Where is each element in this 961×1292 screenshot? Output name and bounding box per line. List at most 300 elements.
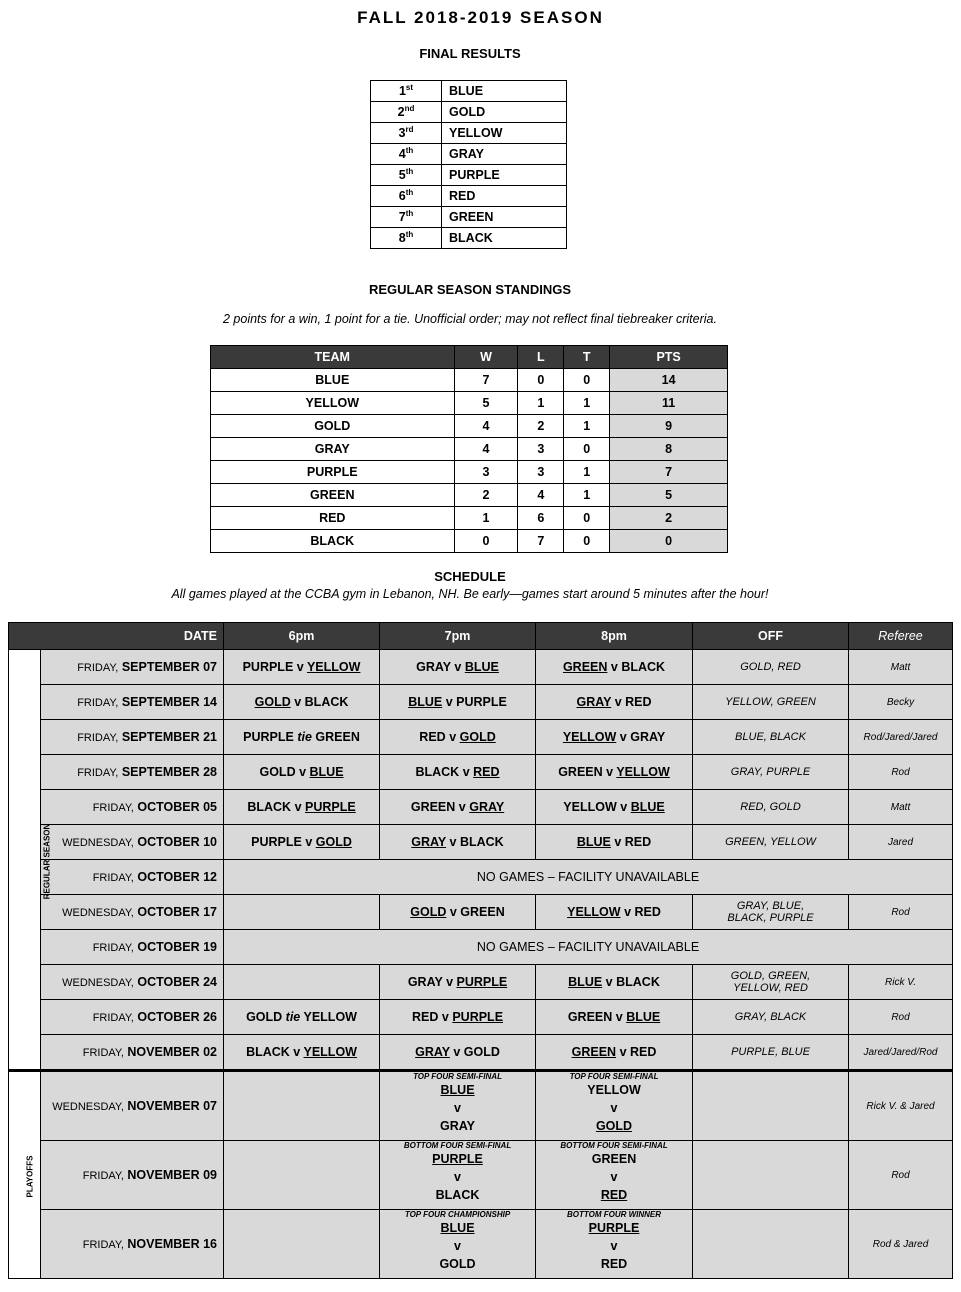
game-cell [380, 720, 536, 755]
team-b-name: RED [600, 1188, 628, 1202]
game-cell [536, 895, 693, 930]
off-teams-cell [693, 965, 849, 1000]
section-label: REGULAR SEASON [42, 823, 52, 899]
game-cell [224, 1210, 380, 1279]
standings-heading: REGULAR SEASON STANDINGS [369, 282, 571, 297]
standings-cell: GREEN [211, 484, 455, 507]
section-label: PLAYOFFS [25, 1155, 35, 1198]
schedule-table [8, 622, 953, 1279]
day-of-week: FRIDAY, [92, 1012, 134, 1024]
standings-cell: 7 [518, 530, 564, 553]
off-teams-cell [693, 895, 849, 930]
standings-cell: 7 [454, 369, 518, 392]
game-date: NOVEMBER 16 [127, 1237, 218, 1251]
header-6pm: 6pm [224, 623, 380, 650]
game-cell [224, 825, 380, 860]
place-number: 1 [398, 84, 406, 99]
place-suffix: th [405, 230, 414, 240]
versus-label: v [445, 695, 453, 709]
game-date: SEPTEMBER 07 [121, 660, 218, 674]
versus-label: v [619, 730, 627, 744]
schedule-row [9, 895, 953, 930]
off-teams: BLUE, BLACK [735, 731, 806, 743]
place-number: 2 [397, 105, 405, 120]
team-a-name: PURPLE [588, 1221, 640, 1235]
game-cell [380, 685, 536, 720]
place-cell [371, 102, 442, 123]
place-cell [371, 186, 442, 207]
schedule-note: All games played at the CCBA gym in Lebanon, NH. Be early—games start around 5 minutes after the hour! [171, 587, 769, 601]
place-number: 4 [398, 147, 406, 162]
off-teams: RED, GOLD [740, 801, 801, 813]
team-cell: PURPLE [442, 165, 567, 186]
team-a-name: BLUE [440, 1221, 475, 1235]
standings-cell: BLUE [211, 369, 455, 392]
team-b [536, 1117, 692, 1135]
game-date: NOVEMBER 02 [127, 1045, 218, 1059]
standings-cell: 9 [610, 415, 728, 438]
standings-cell: 0 [518, 369, 564, 392]
team-cell: GOLD [442, 102, 567, 123]
team-b: GREEN [460, 905, 505, 919]
playoff-game-cell [536, 1071, 693, 1141]
standings-row [211, 369, 728, 392]
team-b: BLUE [630, 800, 665, 814]
team-b: PURPLE [456, 695, 507, 709]
versus-label: v [619, 1045, 627, 1059]
place-suffix: rd [405, 125, 414, 135]
day-of-week: FRIDAY, [77, 697, 119, 709]
team-a: RED [412, 1010, 439, 1024]
team-b: BLUE [464, 660, 499, 674]
off-teams-cell [693, 1000, 849, 1035]
day-of-week: FRIDAY, [77, 732, 119, 744]
day-of-week: FRIDAY, [82, 1170, 124, 1182]
team-b: BLUE [309, 765, 344, 779]
game-date: NOVEMBER 09 [127, 1168, 218, 1182]
place-cell [371, 228, 442, 249]
referee-cell: Rod [849, 1000, 953, 1035]
referee-cell: Rod [849, 755, 953, 790]
versus-label: v [446, 975, 454, 989]
referee-cell: Becky [849, 685, 953, 720]
versus-label: v [293, 1045, 301, 1059]
team-b: BLACK [621, 660, 666, 674]
date-cell [41, 825, 224, 860]
game-cell [536, 965, 693, 1000]
game-cell [536, 685, 693, 720]
team-b: PURPLE [452, 1010, 504, 1024]
team-cell: BLACK [442, 228, 567, 249]
standings-row [211, 438, 728, 461]
team-b-name: GRAY [440, 1119, 475, 1133]
off-teams: GOLD, RED [740, 661, 801, 673]
team-a: GREEN [567, 1010, 613, 1024]
schedule-row [9, 720, 953, 755]
standings-cell: 1 [454, 507, 518, 530]
team-cell: YELLOW [442, 123, 567, 144]
team-a: PURPLE [243, 730, 294, 744]
referee-cell: Jared/Jared/Rod [849, 1035, 953, 1071]
game-cell [380, 895, 536, 930]
standings-cell: 4 [518, 484, 564, 507]
date-cell [41, 860, 224, 895]
standings-cell: 3 [518, 461, 564, 484]
team-a: BLUE [568, 975, 603, 989]
standings-cell: 1 [564, 392, 610, 415]
date-cell [41, 1141, 224, 1210]
team-a: BLUE [576, 835, 611, 849]
place-cell [371, 123, 442, 144]
standings-cell: 0 [564, 507, 610, 530]
team-a: BLUE [408, 695, 443, 709]
standings-cell: 8 [610, 438, 728, 461]
playoff-game-cell [380, 1141, 536, 1210]
standings-cell: 11 [610, 392, 728, 415]
game-date: SEPTEMBER 21 [121, 730, 218, 744]
standings-cell: 0 [454, 530, 518, 553]
standings-note: 2 points for a win, 1 point for a tie. Unofficial order; may not reflect final tiebreaker criteria. [223, 312, 717, 326]
date-cell [41, 1035, 224, 1071]
schedule-row [9, 650, 953, 685]
game-date: SEPTEMBER 14 [121, 695, 218, 709]
team-cell: BLUE [442, 81, 567, 102]
versus-label: tie [297, 730, 312, 744]
game-cell [224, 685, 380, 720]
team-a: GREEN [571, 1045, 617, 1059]
place-suffix: th [405, 209, 414, 219]
versus-label: v [454, 1170, 461, 1184]
game-cell [536, 790, 693, 825]
versus-label: v [610, 1101, 618, 1115]
playoffs-label [9, 1071, 41, 1279]
team-cell: GRAY [442, 144, 567, 165]
date-cell [41, 650, 224, 685]
team-a [380, 1219, 535, 1237]
playoff-game-cell [536, 1210, 693, 1279]
referee-cell: Rod/Jared/Jared [849, 720, 953, 755]
team-a: GRAY [415, 1045, 450, 1059]
game-cell [224, 650, 380, 685]
team-a: PURPLE [242, 660, 294, 674]
off-teams-cell [693, 650, 849, 685]
team-b: RED [634, 905, 661, 919]
game-date: OCTOBER 19 [137, 940, 218, 954]
team-b: RED [624, 835, 652, 849]
team-b [380, 1117, 535, 1135]
standings-header: L [518, 346, 564, 369]
team-b [380, 1255, 535, 1273]
date-cell [41, 1071, 224, 1141]
game-cell [224, 1035, 380, 1071]
schedule-row [9, 930, 953, 965]
day-of-week: FRIDAY, [92, 872, 134, 884]
standings-cell: 14 [610, 369, 728, 392]
off-teams-cell [693, 1071, 849, 1141]
game-cell [536, 755, 693, 790]
team-a-name: BLUE [440, 1083, 475, 1097]
team-a-name: YELLOW [587, 1083, 641, 1097]
game-cell [536, 825, 693, 860]
team-b: GRAY [469, 800, 505, 814]
team-b: BLACK [304, 695, 349, 709]
schedule-row [9, 755, 953, 790]
game-cell [224, 1071, 380, 1141]
date-cell [41, 930, 224, 965]
date-cell [41, 895, 224, 930]
date-cell [41, 685, 224, 720]
team-a: PURPLE [251, 835, 302, 849]
off-teams: YELLOW, GREEN [725, 696, 816, 708]
game-date: NOVEMBER 07 [127, 1099, 218, 1113]
team-a [536, 1219, 692, 1237]
game-cell [224, 790, 380, 825]
game-cell [380, 965, 536, 1000]
team-a-name: GREEN [591, 1152, 637, 1166]
versus-label: v [305, 835, 313, 849]
team-a: GRAY [576, 695, 612, 709]
playoff-row [9, 1210, 953, 1279]
team-b: YELLOW [303, 1045, 357, 1059]
standings-cell: 5 [454, 392, 518, 415]
playoff-game-cell [380, 1210, 536, 1279]
off-teams-cell [693, 790, 849, 825]
final-results-row [371, 228, 567, 249]
final-results-row [371, 165, 567, 186]
place-number: 8 [398, 231, 406, 246]
versus-label: v [610, 1170, 618, 1184]
standings-header: W [454, 346, 518, 369]
versus-label: v [294, 800, 302, 814]
place-suffix: th [405, 146, 414, 156]
referee-cell: Rod [849, 895, 953, 930]
referee-cell: Rick V. & Jared [849, 1071, 953, 1141]
off-teams-cell [693, 1141, 849, 1210]
standings-cell: 4 [454, 415, 518, 438]
off-teams: PURPLE, BLUE [731, 1046, 810, 1058]
team-b [380, 1186, 535, 1204]
playoff-row [9, 1141, 953, 1210]
versus-label: v [296, 660, 304, 674]
day-of-week: FRIDAY, [92, 942, 134, 954]
standings-cell: BLACK [211, 530, 455, 553]
game-date: OCTOBER 10 [137, 835, 218, 849]
standings-header: T [564, 346, 610, 369]
game-date: OCTOBER 26 [137, 1010, 218, 1024]
team-b: BLACK [616, 975, 660, 989]
playoff-round-label: BOTTOM FOUR WINNER [566, 1210, 662, 1219]
team-a: GRAY [416, 660, 451, 674]
standings-cell: 2 [454, 484, 518, 507]
team-b: GOLD [315, 835, 352, 849]
team-a: GREEN [410, 800, 456, 814]
place-number: 6 [398, 189, 406, 204]
team-cell: RED [442, 186, 567, 207]
team-b: GOLD [459, 730, 496, 744]
place-cell [371, 144, 442, 165]
game-date: OCTOBER 24 [137, 975, 218, 989]
versus-label: v [614, 695, 622, 709]
day-of-week: FRIDAY, [77, 662, 119, 674]
date-cell [41, 755, 224, 790]
versus-label: v [449, 905, 457, 919]
team-b: YELLOW [616, 765, 670, 779]
game-date: OCTOBER 17 [137, 905, 218, 919]
team-a: GOLD [410, 905, 447, 919]
schedule-row [9, 860, 953, 895]
team-b: GOLD [463, 1045, 500, 1059]
referee-cell: Rod [849, 1141, 953, 1210]
schedule-row [9, 1035, 953, 1071]
versus-label: v [462, 765, 470, 779]
off-teams-line2: YELLOW, RED [733, 982, 808, 994]
team-b: PURPLE [456, 975, 508, 989]
versus-label: v [615, 1010, 623, 1024]
standings-cell: 1 [564, 415, 610, 438]
referee-cell: Jared [849, 825, 953, 860]
standings-cell: 3 [518, 438, 564, 461]
standings-cell: 6 [518, 507, 564, 530]
standings-row [211, 507, 728, 530]
playoff-round-label: TOP FOUR CHAMPIONSHIP [404, 1210, 511, 1219]
game-cell [536, 1000, 693, 1035]
standings-cell: 0 [564, 438, 610, 461]
team-a: BLACK [415, 765, 460, 779]
header-referee: Referee [849, 623, 953, 650]
team-a: YELLOW [562, 730, 617, 744]
off-teams-cell [693, 685, 849, 720]
off-teams: GRAY, PURPLE [730, 766, 811, 778]
referee-cell: Rod & Jared [849, 1210, 953, 1279]
team-b [536, 1255, 692, 1273]
team-a: GREEN [558, 765, 603, 779]
off-teams-cell [693, 825, 849, 860]
playoff-round-label: BOTTOM FOUR SEMI-FINAL [403, 1141, 512, 1150]
team-a: YELLOW [567, 905, 621, 919]
day-of-week: WEDNESDAY, [62, 907, 134, 919]
day-of-week: FRIDAY, [82, 1047, 124, 1059]
game-date: OCTOBER 05 [137, 800, 218, 814]
game-cell [224, 895, 380, 930]
off-teams-cell [693, 720, 849, 755]
schedule-row [9, 790, 953, 825]
schedule-heading: SCHEDULE [434, 569, 506, 584]
team-b: RED [630, 1045, 657, 1059]
standings-header: PTS [610, 346, 728, 369]
no-games-cell: NO GAMES – FACILITY UNAVAILABLE [224, 930, 953, 965]
team-a: RED [419, 730, 446, 744]
header-date: DATE [9, 623, 224, 650]
standings-table [210, 345, 728, 553]
versus-label: v [610, 1239, 618, 1253]
off-teams-cell [693, 1035, 849, 1071]
standings-cell: 7 [610, 461, 728, 484]
standings-cell: 1 [564, 484, 610, 507]
standings-cell: 0 [564, 369, 610, 392]
versus-label: v [624, 905, 632, 919]
team-a: BLACK [246, 1045, 290, 1059]
schedule-row [9, 965, 953, 1000]
versus-label: v [620, 800, 628, 814]
standings-cell: GRAY [211, 438, 455, 461]
game-cell [380, 790, 536, 825]
game-cell [380, 825, 536, 860]
header-7pm: 7pm [380, 623, 536, 650]
team-b: RED [625, 695, 652, 709]
game-cell [380, 650, 536, 685]
standings-cell: 1 [564, 461, 610, 484]
standings-cell: PURPLE [211, 461, 455, 484]
day-of-week: WEDNESDAY, [62, 977, 134, 989]
date-cell [41, 965, 224, 1000]
game-cell [380, 1035, 536, 1071]
playoff-round-label: TOP FOUR SEMI-FINAL [569, 1072, 659, 1081]
team-b: PURPLE [305, 800, 356, 814]
referee-cell: Rick V. [849, 965, 953, 1000]
team-b: BLACK [459, 835, 504, 849]
standings-cell: 4 [454, 438, 518, 461]
standings-cell: 3 [454, 461, 518, 484]
header-off: OFF [693, 623, 849, 650]
place-number: 3 [398, 126, 406, 141]
day-of-week: FRIDAY, [82, 1239, 124, 1251]
team-b-name: GOLD [595, 1119, 633, 1133]
game-date: SEPTEMBER 28 [121, 765, 218, 779]
team-b-name: BLACK [435, 1188, 480, 1202]
team-a-name: PURPLE [432, 1152, 483, 1166]
date-cell [41, 1000, 224, 1035]
place-suffix: st [405, 83, 414, 93]
versus-label: v [294, 695, 302, 709]
game-date: OCTOBER 12 [137, 870, 218, 884]
team-a [380, 1150, 535, 1168]
standings-cell: RED [211, 507, 455, 530]
off-teams: GRAY, BLACK [734, 1011, 807, 1023]
place-suffix: th [405, 167, 414, 177]
final-results-table [370, 80, 567, 249]
team-a [536, 1150, 692, 1168]
versus-label: v [606, 765, 614, 779]
playoff-round-label: TOP FOUR SEMI-FINAL [413, 1072, 502, 1081]
versus-label: v [610, 660, 618, 674]
place-suffix: nd [404, 104, 415, 114]
game-cell [224, 720, 380, 755]
place-suffix: th [405, 188, 414, 198]
off-teams-cell [693, 1210, 849, 1279]
team-a: GRAY [407, 975, 443, 989]
team-a: GRAY [411, 835, 447, 849]
team-b: BLUE [626, 1010, 661, 1024]
versus-label: v [454, 1101, 461, 1115]
day-of-week: WEDNESDAY, [62, 837, 134, 849]
standings-cell: 1 [518, 392, 564, 415]
playoff-row [9, 1071, 953, 1141]
header-8pm: 8pm [536, 623, 693, 650]
versus-label: v [449, 835, 457, 849]
team-cell: GREEN [442, 207, 567, 228]
team-a: GOLD [259, 765, 296, 779]
schedule-row [9, 1000, 953, 1035]
standings-cell: 2 [518, 415, 564, 438]
page-title: FALL 2018-2019 SEASON [357, 8, 604, 27]
place-number: 7 [398, 210, 406, 225]
playoff-game-cell [536, 1141, 693, 1210]
playoff-round-label: BOTTOM FOUR SEMI-FINAL [560, 1141, 668, 1150]
team-b: GRAY [630, 730, 666, 744]
standings-row [211, 415, 728, 438]
final-results-row [371, 186, 567, 207]
team-a [536, 1081, 692, 1099]
